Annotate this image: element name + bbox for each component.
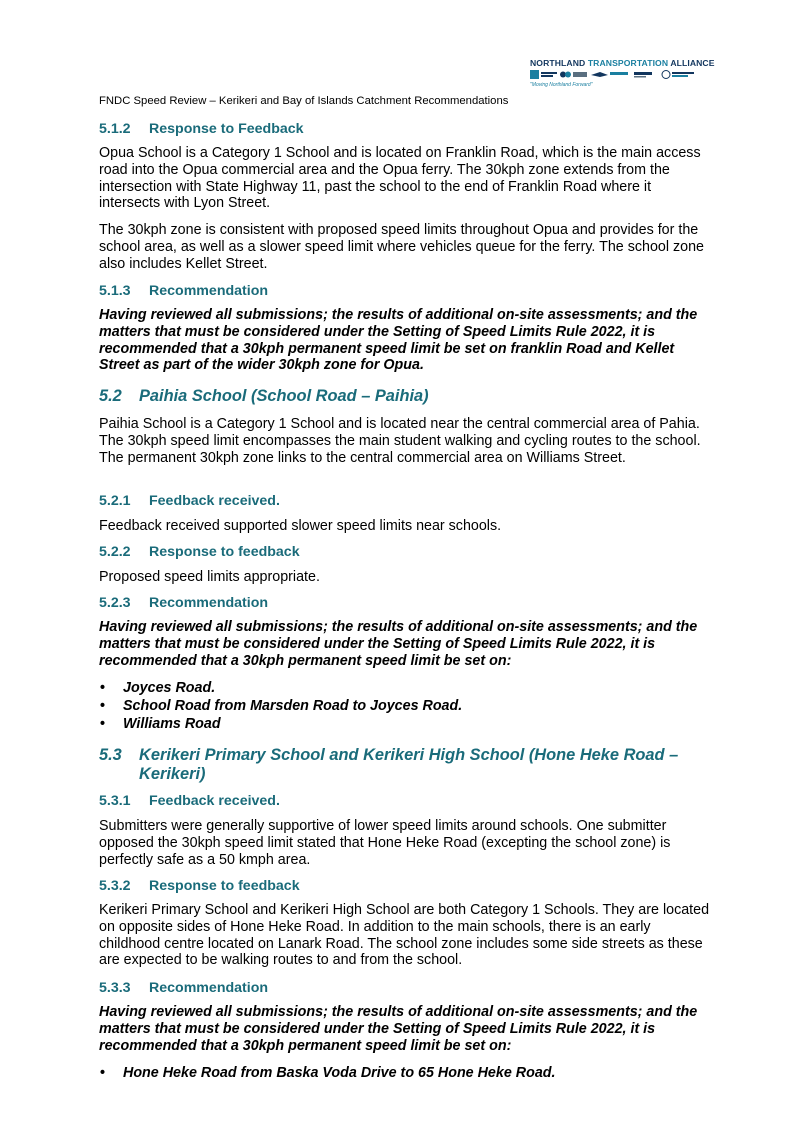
paragraph-opua-zone: The 30kph zone is consistent with proposed speed limits throughout Opua and provides for the school area, as well as a slower speed limit where vehicles queue for the ferry. The school zone also includes Kellet Street. — [99, 222, 705, 272]
running-header: FNDC Speed Review – Kerikeri and Bay of Islands Catchment Recommendations — [99, 95, 509, 107]
recommendation-opua: Having reviewed all submissions; the results of additional on-site assessments; and the matters that must be considered under the Setting of Speed Limits Rule 2022, it is recommended that a 30kph permanent speed limit be set on franklin Road and Kellet Street as part of the wider 30kph zone for Opua. — [99, 307, 698, 374]
heading-5-3-2: 5.3.2 Response to feedback — [99, 878, 300, 894]
heading-5-3-3: 5.3.3 Recommendation — [99, 980, 269, 996]
paragraph-kerikeri-response: Kerikeri Primary School and Kerikeri High School are both Category 1 Schools. They are located on opposite sides of Hone Heke Road. In addition to the main schools, there is an early childhood centre located on Lanark Road. The school zone includes some side streets as these are expected to be walking routes to and from the school. — [99, 902, 710, 969]
heading-5-2-1: 5.2.1 Feedback received. — [99, 493, 280, 509]
heading-5-2-3: 5.2.3 Recommendation — [99, 595, 269, 611]
nta-logo — [530, 58, 715, 94]
paihia-road-list — [99, 679, 462, 733]
heading-5-3-1: 5.3.1 Feedback received. — [99, 793, 280, 809]
kerikeri-road-list — [99, 1064, 555, 1082]
heading-5-2-2: 5.2.2 Response to feedback — [99, 544, 300, 560]
paragraph-opua-school: Opua School is a Category 1 School and is located on Franklin Road, which is the main access road into the Opua commercial area and the Opua ferry. The 30kph zone extends from the intersection with State Highway 11, past the school to the end of Franklin Road where it intersects with Lyon Street. — [99, 145, 701, 212]
paragraph-paihia-feedback: Feedback received supported slower speed limits near schools. — [99, 518, 502, 534]
logo-title: NORTHLAND TRANSPORTATION ALLIANCE — [530, 58, 715, 68]
logo-tagline: "Moving Northland Forward" — [530, 82, 593, 88]
paragraph-paihia-response: Proposed speed limits appropriate. — [99, 569, 320, 585]
list-item: • Williams Road — [100, 716, 221, 732]
recommendation-paihia: Having reviewed all submissions; the results of additional on-site assessments; and the matters that must be considered under the Setting of Speed Limits Rule 2022, it is recommended that a 30kph permanent speed limit be set on: — [99, 619, 698, 669]
heading-5-1-2: 5.1.2 Response to Feedback — [99, 121, 304, 137]
paragraph-kerikeri-feedback: Submitters were generally supportive of lower speed limits around schools. One submitter opposed the 30kph speed limit stated that Hone Heke Road (excepting the school zone) is perfectly safe as a 50 kmph area. — [99, 818, 671, 868]
recommendation-kerikeri: Having reviewed all submissions; the results of additional on-site assessments; and the matters that must be considered under the Setting of Speed Limits Rule 2022, it is recommended that a 30kph permanent speed limit be set on: — [99, 1004, 698, 1054]
heading-5-3: 5.3 Kerikeri Primary School and Kerikeri High School (Hone Heke Road – Kerikeri) — [99, 746, 679, 783]
list-item: • School Road from Marsden Road to Joyces Road. — [100, 698, 463, 714]
partner-logos-strip — [530, 69, 705, 80]
list-item: • Hone Heke Road from Baska Voda Drive to 65 Hone Heke Road. — [100, 1065, 556, 1081]
paragraph-paihia-school: Paihia School is a Category 1 School and is located near the central commercial area of Pahia. The 30kph speed limit encompasses the main student walking and cycling routes to the school. The permanent 30kph zone links to the central commercial area on Williams Street. — [99, 416, 701, 466]
list-item: • Joyces Road. — [100, 680, 216, 696]
heading-5-1-3: 5.1.3 Recommendation — [99, 283, 269, 299]
